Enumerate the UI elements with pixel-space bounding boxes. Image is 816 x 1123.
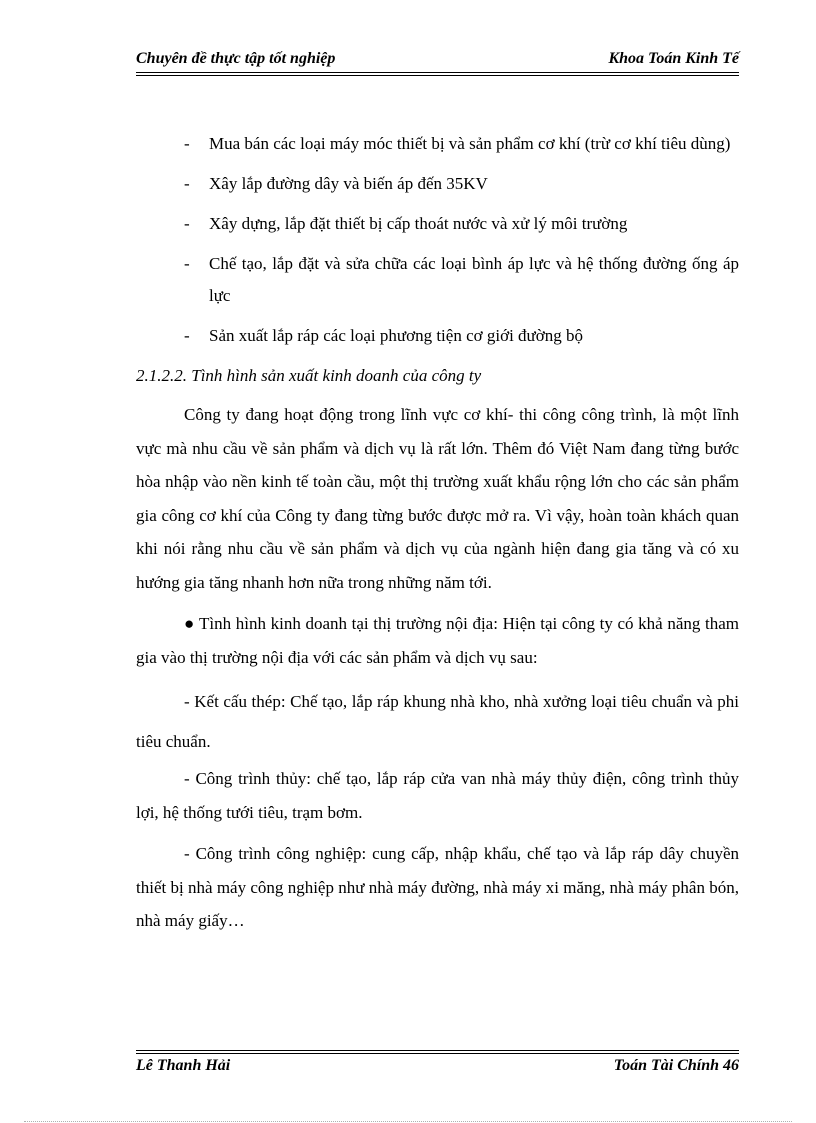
bullet-item [136, 208, 739, 240]
bullet-marker: - [184, 254, 190, 273]
footer-divider [136, 1050, 739, 1054]
paragraph-domestic-market: ● Tình hình kinh doanh tại thị trường nội địa: Hiện tại công ty có khả năng tham gia vào thị trường nội địa với các sản phẩm và dịch vụ sau: [136, 614, 739, 667]
bullet-marker: - [184, 214, 190, 233]
bullet-marker: - [184, 134, 190, 153]
paragraph-steel-structures: - Kết cấu thép: Chế tạo, lắp ráp khung nhà kho, nhà xưởng loại tiêu chuẩn và phi tiêu chuẩn. [136, 692, 739, 751]
bullet-text: Xây dựng, lắp đặt thiết bị cấp thoát nước và xử lý môi trường [209, 214, 628, 233]
bullet-item [136, 168, 739, 200]
footer-class-page: Toán Tài Chính 46 [613, 1057, 739, 1074]
paragraph-industrial-works: - Công trình công nghiệp: cung cấp, nhập khẩu, chế tạo và lắp ráp dây chuyền thiết bị nhà máy công nghiệp như nhà máy đường, nhà máy xi măng, nhà máy phân bón, nhà máy giấy… [136, 844, 739, 930]
paragraph-hydraulic-works: - Công trình thủy: chế tạo, lắp ráp cửa van nhà máy thủy điện, công trình thủy lợi, hệ thống tưới tiêu, trạm bơm. [136, 769, 739, 822]
bullet-marker: - [184, 174, 190, 193]
header-divider [136, 72, 739, 76]
header-faculty: Khoa Toán Kinh Tế [608, 50, 739, 67]
bullet-text: Xây lắp đường dây và biến áp đến 35KV [209, 174, 488, 193]
document-body [136, 128, 739, 946]
bullet-marker: - [184, 326, 190, 345]
bullet-text: Chế tạo, lắp đặt và sửa chữa các loại bình áp lực và hệ thống đường ống áp lực [209, 254, 739, 305]
bullet-text: Mua bán các loại máy móc thiết bị và sản phẩm cơ khí (trừ cơ khí tiêu dùng) [209, 134, 731, 153]
page-edge-divider [24, 1121, 792, 1122]
paragraph-industry-overview: Công ty đang hoạt động trong lĩnh vực cơ khí- thi công công trình, là một lĩnh vực mà nhu cầu về sản phẩm và dịch vụ là rất lớn. Thêm đó Việt Nam đang từng bước hòa nhập vào nền kinh tế toàn cầu, một thị trường xuất khẩu rộng lớn cho các sản phẩm gia công cơ khí của Công ty đang từng bước được mở ra. Vì vậy, hoàn toàn khách quan khi nói rằng nhu cầu về sản phẩm và dịch vụ của ngành hiện đang gia tăng và có xu hướng gia tăng nhanh hơn nữa trong những năm tới. [136, 405, 739, 592]
bullet-item [136, 128, 739, 160]
bullet-text: Sản xuất lắp ráp các loại phương tiện cơ giới đường bộ [209, 326, 583, 345]
section-heading: 2.1.2.2. Tình hình sản xuất kinh doanh của công ty [136, 366, 482, 385]
footer-author: Lê Thanh Hải [136, 1057, 231, 1074]
bullet-item [136, 248, 739, 312]
bullet-item [136, 320, 739, 352]
header-document-title: Chuyên đề thực tập tốt nghiệp [136, 50, 336, 67]
